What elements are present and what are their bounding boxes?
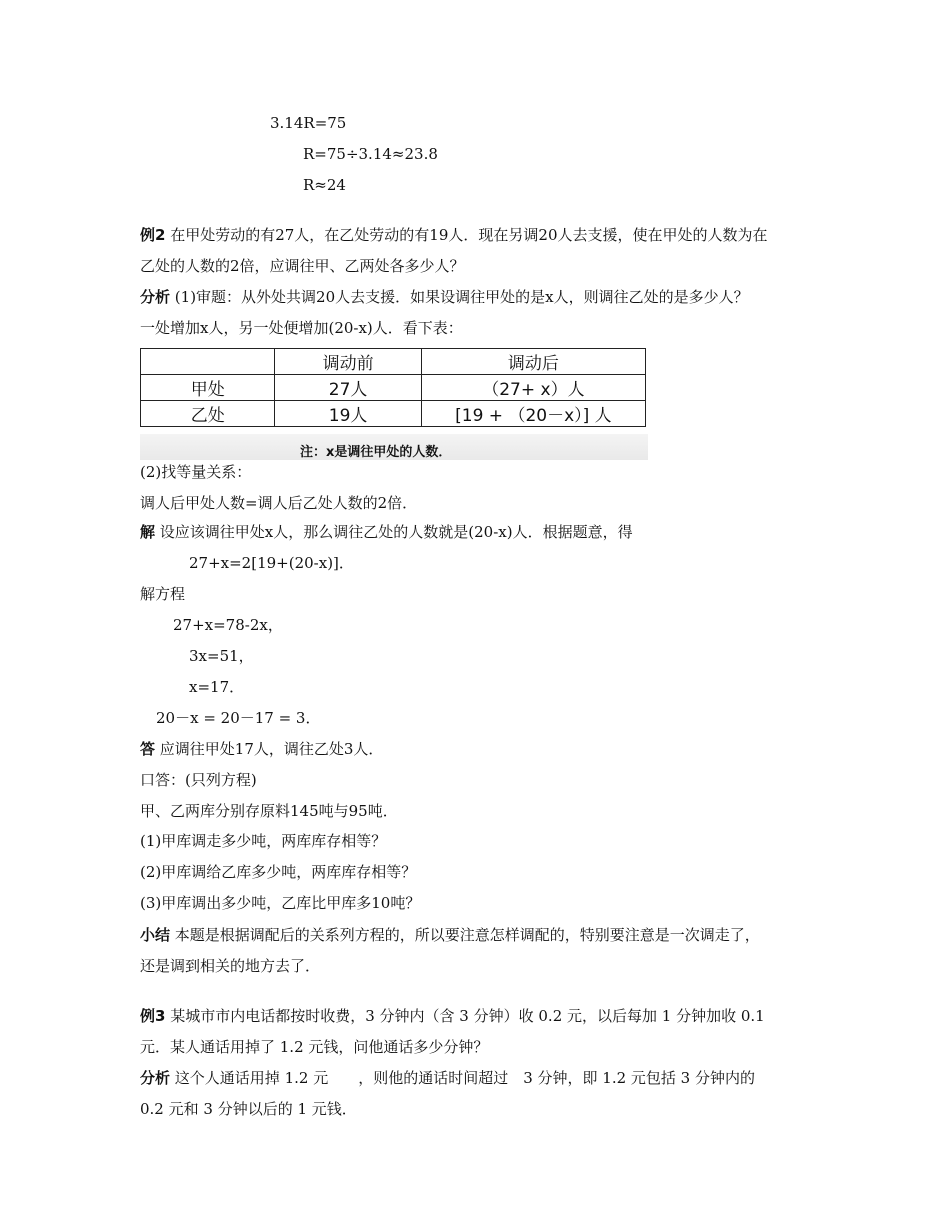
table-cell: 19人 <box>275 401 421 427</box>
paragraph-text: 元．某人通话用掉了 1.2 元钱，问他通话多少分钟？ <box>140 1038 489 1056</box>
paragraph-text: (2)找等量关系： <box>140 463 252 481</box>
solution-line <box>140 522 633 542</box>
equation-line: R=75÷3.14≈23.8 <box>303 145 438 163</box>
answer-line <box>140 739 383 759</box>
table-cell: 乙处 <box>141 401 275 427</box>
equation-line: 27+x=78-2x， <box>173 616 283 634</box>
table-header-cell <box>141 349 275 375</box>
example-3-line-1 <box>140 1006 765 1026</box>
paragraph-text: 乙处的人数的2倍，应调往甲、乙两处各多少人？ <box>140 257 465 275</box>
answer-label: 答 <box>140 740 156 758</box>
allocation-table <box>140 348 648 427</box>
solution-label: 解 <box>140 523 156 541</box>
equation-line: R≈24 <box>303 176 346 194</box>
analysis-label: 分析 <box>140 1069 171 1087</box>
example-label: 例2 <box>140 226 166 244</box>
table-note: 注：x是调往甲处的人数． <box>300 445 452 460</box>
paragraph-text: 一处增加x人，另一处便增加(20-x)人．看下表： <box>140 319 463 337</box>
equation-line: 20－x = 20－17 = 3． <box>156 709 321 727</box>
paragraph-text: 口答：(只列方程) <box>140 771 257 789</box>
paragraph-text: 解方程 <box>140 585 186 603</box>
paragraph-text: 0.2 元和 3 分钟以后的 1 元钱． <box>140 1100 357 1118</box>
paragraph-text: 本题是根据调配后的关系列方程的，所以要注意怎样调配的，特别要注意是一次调走了， <box>174 926 760 944</box>
paragraph-text: 设应该调往甲处x人，那么调往乙处的人数就是(20-x)人．根据题意，得 <box>159 523 633 541</box>
example-2-line-1 <box>140 225 767 245</box>
table-header-cell: 调动前 <box>275 349 421 375</box>
question-item: (1)甲库调走多少吨，两库库存相等？ <box>140 832 387 850</box>
table-header-cell: 调动后 <box>421 349 645 375</box>
equation-line: 3.14R=75 <box>270 114 347 132</box>
example-label: 例3 <box>140 1007 166 1025</box>
table-row <box>141 375 646 401</box>
analysis-label: 分析 <box>140 288 171 306</box>
analysis-3-line-1 <box>140 1068 755 1088</box>
question-item: (2)甲库调给乙库多少吨，两库库存相等？ <box>140 863 417 881</box>
question-item: (3)甲库调出多少吨，乙库比甲库多10吨？ <box>140 894 421 912</box>
equation-line: x=17． <box>189 678 245 696</box>
summary-label: 小结 <box>140 926 171 944</box>
table-cell: 甲处 <box>141 375 275 401</box>
table-cell: 27人 <box>275 375 421 401</box>
paragraph-text: 还是调到相关的地方去了． <box>140 957 321 975</box>
paragraph-text: 调人后甲处人数=调人后乙处人数的2倍． <box>140 494 418 512</box>
equation-line: 27+x=2[19+(20-x)]． <box>189 554 354 572</box>
equation-line: 3x=51， <box>189 647 254 665</box>
paragraph-text: 这个人通话用掉 1.2 元 ，则他的通话时间超过 3 分钟，即 1.2 元包括 3 分钟内的 <box>174 1069 755 1087</box>
table-cell: [19 + （20－x）] 人 <box>421 401 645 427</box>
table-header-row <box>141 349 646 375</box>
table-cell: （27+ x）人 <box>421 375 645 401</box>
table-row <box>141 401 646 427</box>
paragraph-text: 在甲处劳动的有27人，在乙处劳动的有19人．现在另调20人去支援，使在甲处的人数为在 <box>170 226 768 244</box>
paragraph-text: (1)审题：从外处共调20人去支援．如果设调往甲处的是x人，则调往乙处的是多少人？ <box>174 288 749 306</box>
paragraph-text: 甲、乙两库分别存原料145吨与95吨． <box>140 802 398 820</box>
paragraph-text: 某城市市内电话都按时收费，3 分钟内（含 3 分钟）收 0.2 元，以后每加 1 分钟加收 0.1 <box>170 1007 765 1025</box>
summary-line-1 <box>140 925 760 945</box>
analysis-line-1 <box>140 287 749 307</box>
paragraph-text: 应调往甲处17人，调往乙处3人． <box>159 740 384 758</box>
